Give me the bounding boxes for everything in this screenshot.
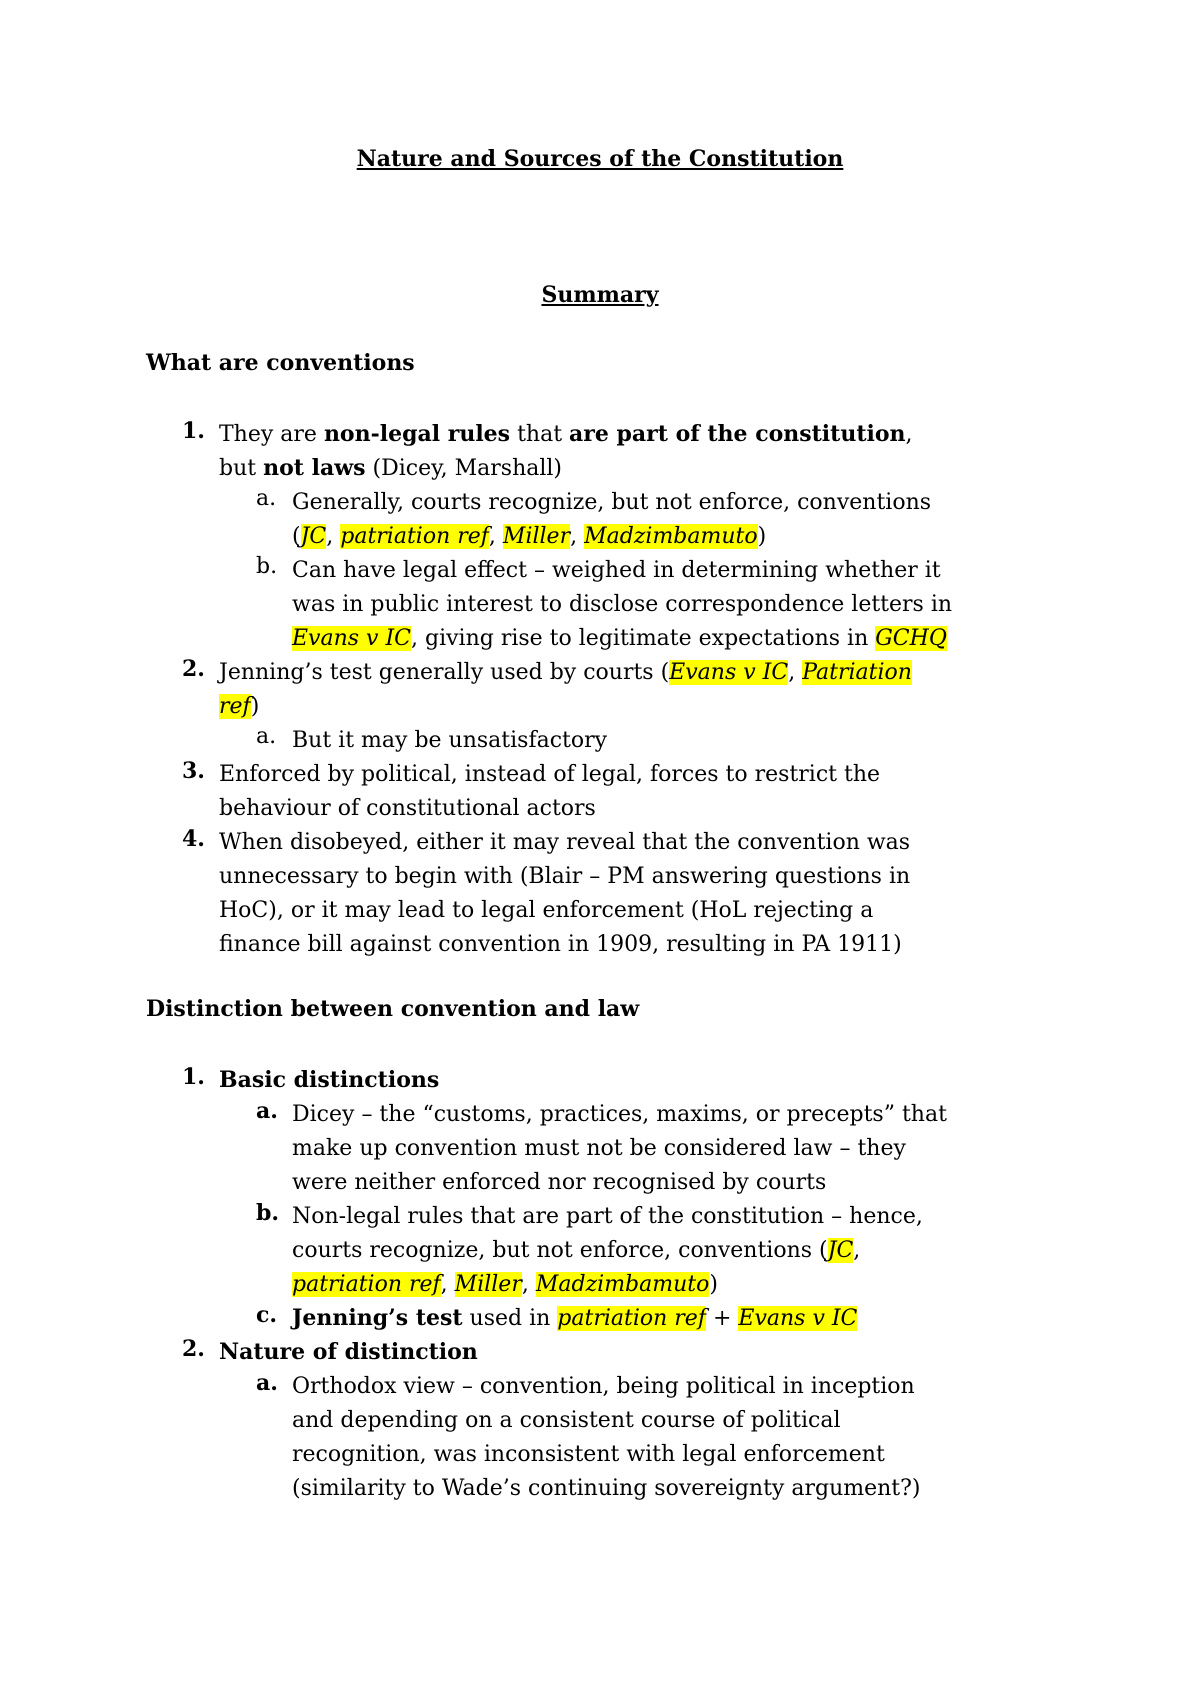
case-citation: GCHQ (875, 626, 947, 651)
list-item-text (219, 418, 913, 451)
sublist-item-text: make up convention must not be considered law – they (292, 1136, 906, 1161)
sublist-letter: a. (256, 1098, 278, 1124)
text-run: Jenning’s test generally used by courts ( (219, 660, 670, 685)
sublist-item-text: Dicey – the “customs, practices, maxims, or precepts” that (292, 1102, 947, 1127)
text-run: (Dicey, Marshall) (365, 456, 563, 481)
sublist-item-text (292, 1268, 718, 1301)
text-run: courts recognize, but not enforce, conventions ( (292, 1238, 828, 1263)
list-number: 2. (182, 1336, 205, 1362)
case-citation: Patriation (802, 660, 912, 685)
text-run: used in (462, 1306, 558, 1331)
list-number: 2. (182, 656, 205, 682)
text-run: but (219, 456, 264, 481)
sublist-item-text (292, 520, 766, 553)
text-run: , (488, 524, 503, 549)
sublist-item-text: recognition, was inconsistent with legal enforcement (292, 1442, 885, 1467)
sublist-item-text: (similarity to Wade’s continuing sovereignty argument?) (292, 1476, 921, 1501)
sublist-letter: b. (256, 1200, 280, 1226)
document-title: Nature and Sources of the Constitution (356, 146, 844, 172)
sublist-item-text (292, 622, 947, 655)
list-number: 1. (182, 1064, 205, 1090)
list-item-text: HoC), or it may lead to legal enforcement (HoL rejecting a (219, 898, 874, 923)
text-run: ) (250, 694, 260, 719)
section-heading-conventions: What are conventions (146, 350, 415, 376)
text-run: , (853, 1238, 861, 1263)
text-run: , (570, 524, 585, 549)
case-citation: Madzimbamuto (535, 1272, 710, 1297)
text-run: , giving rise to legitimate expectations in (411, 626, 876, 651)
sublist-item-text (292, 1234, 860, 1267)
text-run: , (440, 1272, 455, 1297)
sublist-letter: b. (256, 554, 278, 579)
list-item-text: Enforced by political, instead of legal, forces to restrict the (219, 762, 881, 787)
sublist-item-text: Orthodox view – convention, being political in inception (292, 1374, 915, 1399)
text-run: They are (219, 422, 324, 447)
list-item-text (219, 656, 912, 689)
list-item-text (219, 452, 562, 485)
sublist-item-text: and depending on a consistent course of political (292, 1408, 841, 1433)
text-run: ) (757, 524, 767, 549)
text-run: , (788, 660, 803, 685)
sublist-item-text: Generally, courts recognize, but not enforce, conventions (292, 490, 932, 515)
list-item-text: When disobeyed, either it may reveal that the convention was (219, 830, 911, 855)
case-citation: patriation ref (292, 1272, 441, 1297)
sublist-letter: a. (256, 486, 277, 511)
summary-heading: Summary (541, 282, 659, 308)
sublist-letter: a. (256, 724, 277, 749)
text-run: that (510, 422, 570, 447)
list-number: 3. (182, 758, 205, 784)
case-citation: Miller (454, 1272, 522, 1297)
text-run: , (521, 1272, 536, 1297)
bold-text: Jenning’s test (292, 1305, 463, 1331)
case-citation: Evans v IC (292, 626, 412, 651)
text-run: + (705, 1306, 739, 1331)
sublist-item-text: were neither enforced nor recognised by courts (292, 1170, 827, 1195)
list-item-label: Nature of distinction (219, 1339, 478, 1365)
bold-text: non-legal rules (323, 421, 511, 447)
sublist-letter: a. (256, 1370, 278, 1396)
text-run: , (905, 422, 913, 447)
sublist-item-text: was in public interest to disclose correspondence letters in (292, 592, 953, 617)
section-heading-distinction: Distinction between convention and law (146, 996, 640, 1022)
text-run: , (326, 524, 341, 549)
sublist-item-text (292, 1302, 857, 1335)
list-item-text: behaviour of constitutional actors (219, 796, 596, 821)
case-citation: ref (219, 694, 251, 719)
sublist-item-text: But it may be unsatisfactory (292, 728, 608, 753)
case-citation: Madzimbamuto (584, 524, 758, 549)
list-item-text: unnecessary to begin with (Blair – PM answering questions in (219, 864, 911, 889)
list-item-text (219, 690, 259, 723)
case-citation: patriation ref (557, 1306, 706, 1331)
bold-text: are part of the constitution (569, 421, 906, 447)
list-item-label: Basic distinctions (219, 1067, 440, 1093)
sublist-letter: c. (256, 1302, 278, 1328)
case-citation: Evans v IC (669, 660, 789, 685)
bold-text: not laws (263, 455, 366, 481)
case-citation: JC (300, 524, 327, 549)
list-number: 4. (182, 826, 205, 852)
case-citation: Evans v IC (738, 1306, 858, 1331)
list-item-text: finance bill against convention in 1909, resulting in PA 1911) (219, 932, 902, 957)
list-number: 1. (182, 418, 205, 444)
case-citation: patriation ref (340, 524, 489, 549)
sublist-item-text: Can have legal effect – weighed in determining whether it (292, 558, 941, 583)
text-run: ) (709, 1272, 718, 1297)
sublist-item-text: Non-legal rules that are part of the constitution – hence, (292, 1204, 923, 1229)
case-citation: JC (827, 1238, 854, 1263)
case-citation: Miller (502, 524, 571, 549)
text-run: ( (292, 524, 301, 549)
